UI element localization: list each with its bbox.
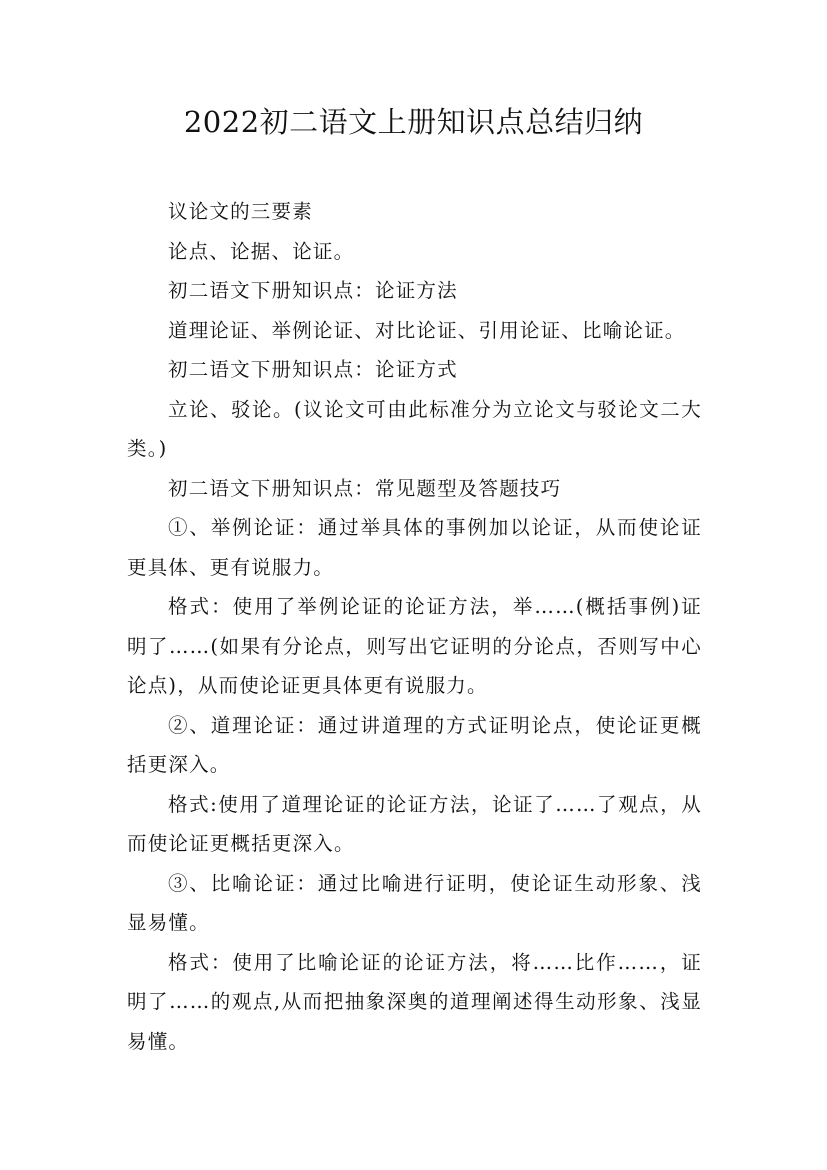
page-title: 2022初二语文上册知识点总结归纳	[183, 105, 644, 139]
paragraph: 论点、论据、论证。	[168, 239, 355, 263]
document-body	[127, 192, 702, 1061]
paragraph: 立论、驳论。(议论文可由此标准分为立论文与驳论文二大类。)	[127, 397, 702, 460]
paragraph-heading: 初二语文下册知识点：论证方法	[168, 279, 458, 302]
paragraph: 格式:使用了道理论证的论证方法，论证了……了观点，从而使论证更概括更深入。	[127, 792, 702, 855]
paragraph: 格式：使用了比喻论证的论证方法，将……比作……，证明了……的观点,从而把抽象深奥的道理阐述得生动形象、浅显易懂。	[127, 950, 702, 1053]
paragraph-heading: 议论文的三要素	[168, 200, 313, 223]
paragraph: ①、举例论证：通过举具体的事例加以论证，从而使论证更具体、更有说服力。	[127, 516, 702, 579]
paragraph: ③、比喻论证：通过比喻进行证明，使论证生动形象、浅显易懂。	[127, 871, 702, 934]
paragraph: 道理论证、举例论证、对比论证、引用论证、比喻论证。	[168, 318, 686, 342]
paragraph: ②、道理论证：通过讲道理的方式证明论点，使论证更概括更深入。	[127, 713, 702, 776]
paragraph-heading: 初二语文下册知识点：论证方式	[168, 358, 458, 381]
paragraph: 格式：使用了举例论证的论证方法，举……(概括事例)证明了……(如果有分论点，则写出它证明的分论点，否则写中心论点)，从而使论证更具体更有说服力。	[127, 595, 702, 697]
paragraph-heading: 初二语文下册知识点：常见题型及答题技巧	[168, 476, 562, 500]
